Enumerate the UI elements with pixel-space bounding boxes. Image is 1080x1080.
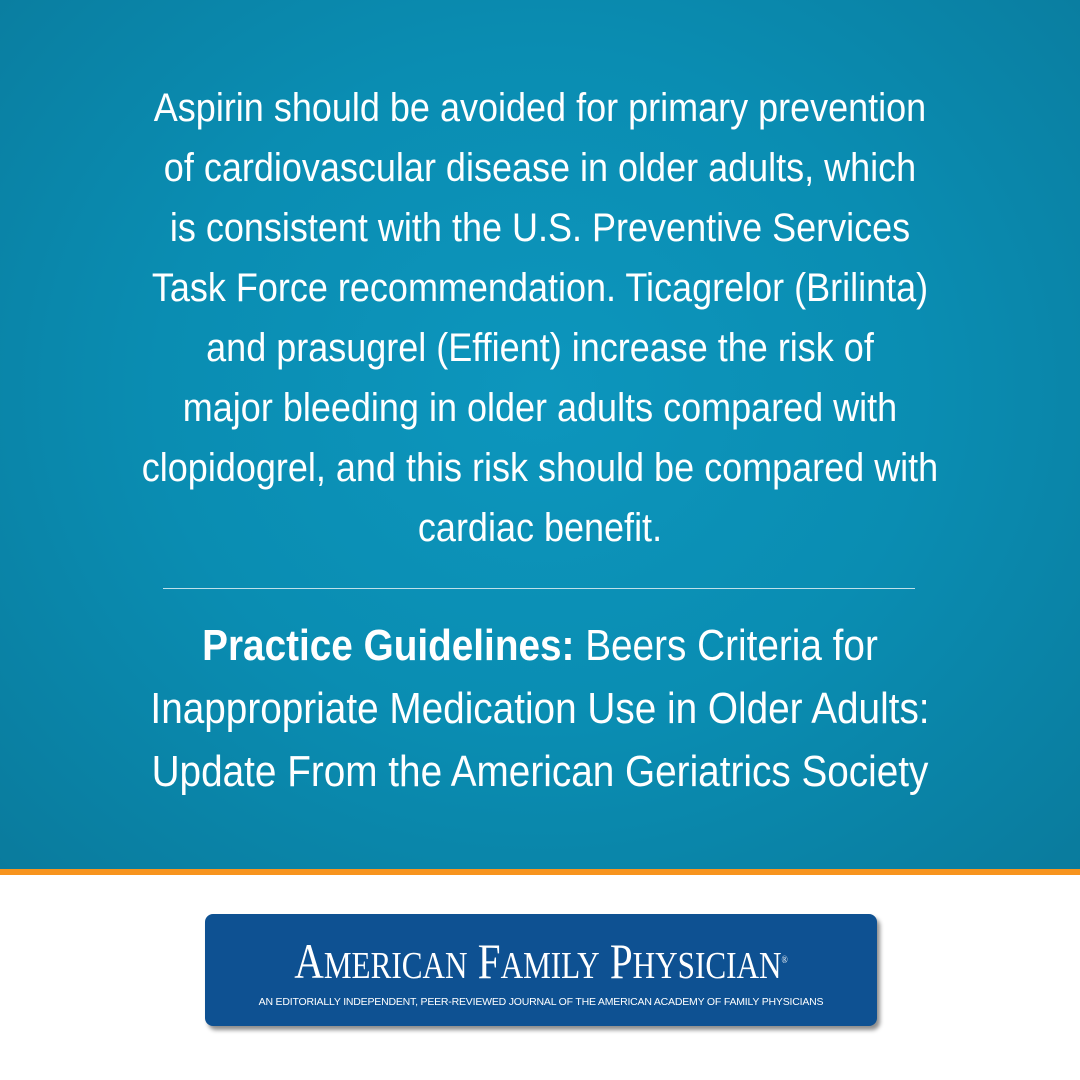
summary-line: and prasugrel (Effient) increase the risk of (206, 326, 874, 370)
registered-mark: ® (781, 955, 788, 966)
summary-line: major bleeding in older adults compared with (182, 386, 898, 430)
logo-title: AMERICAN FAMILY PHYSICIAN (294, 933, 782, 989)
summary-line: Task Force recommendation. Ticagrelor (Brilinta) (151, 266, 929, 310)
accent-bar (0, 869, 1080, 875)
afp-logo (205, 914, 877, 1026)
divider (163, 588, 915, 589)
summary-line: clopidogrel, and this risk should be compared with (141, 446, 939, 490)
guideline-title (65, 614, 1015, 803)
summary-line: of cardiovascular disease in older adults, which (163, 146, 917, 190)
logo-tagline: AN EDITORIALLY INDEPENDENT, PEER-REVIEWED JOURNAL OF THE AMERICAN ACADEMY OF FAMILY PHYSICIANS (258, 996, 824, 1008)
summary-line: is consistent with the U.S. Preventive Services (169, 206, 911, 250)
guideline-title-part: Update From the American Geriatrics Society (151, 747, 929, 796)
summary-text (54, 78, 1026, 558)
summary-line: Aspirin should be avoided for primary prevention (153, 86, 927, 130)
guideline-title-part: Inappropriate Medication Use in Older Adults: (150, 684, 930, 733)
guideline-label: Practice Guidelines: (202, 621, 575, 670)
summary-line: cardiac benefit. (417, 506, 663, 550)
guideline-title-part: Beers Criteria for (574, 621, 878, 670)
